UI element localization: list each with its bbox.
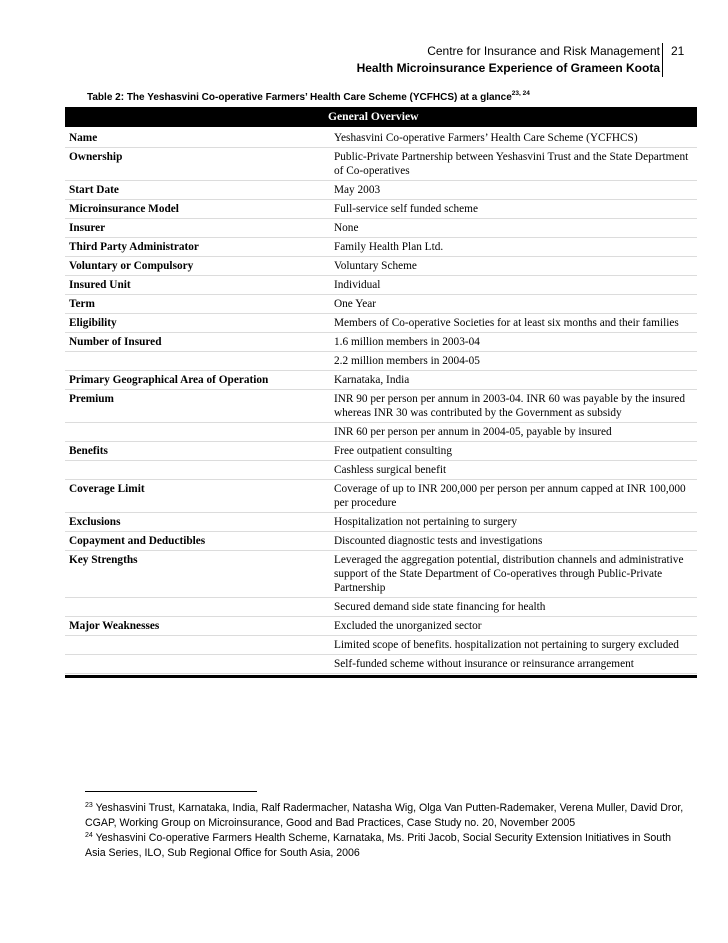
- row-label: Coverage Limit: [69, 483, 145, 495]
- table-row: [65, 219, 697, 238]
- row-label: Number of Insured: [69, 336, 162, 348]
- overview-table: [65, 107, 697, 678]
- table-row: [65, 371, 697, 390]
- section-title: General Overview: [65, 107, 697, 127]
- row-value: Family Health Plan Ltd.: [334, 241, 444, 253]
- table-row: [65, 148, 697, 181]
- row-value: Limited scope of benefits. hospitalization not pertaining to surgery excluded: [334, 639, 679, 651]
- row-label: Premium: [69, 393, 114, 405]
- page-number: 21: [662, 43, 684, 77]
- row-label: [65, 600, 334, 614]
- caption-refs: 23, 24: [511, 90, 530, 97]
- row-label: [65, 638, 334, 652]
- table-bottom-rule: [65, 675, 697, 678]
- table-row: [65, 129, 697, 148]
- table-row: [65, 480, 697, 513]
- row-value: Self-funded scheme without insurance or reinsurance arrangement: [334, 658, 634, 670]
- table-row: [65, 295, 697, 314]
- row-label: Insured Unit: [69, 279, 131, 291]
- footnote-number: 23: [85, 802, 93, 809]
- row-value: Hospitalization not pertaining to surgery: [334, 516, 518, 528]
- row-label: Microinsurance Model: [69, 203, 179, 215]
- row-label: Start Date: [69, 184, 119, 196]
- table-row: [65, 598, 697, 617]
- row-label: Major Weaknesses: [69, 620, 160, 632]
- table-body: [65, 129, 697, 674]
- table-row: [65, 655, 697, 674]
- table-row: [65, 200, 697, 219]
- row-label: Name: [69, 132, 98, 144]
- row-value: INR 60 per person per annum in 2004-05, payable by insured: [334, 426, 612, 438]
- table-row: [65, 276, 697, 295]
- caption-text: Table 2: The Yeshasvini Co-operative Farmers’ Health Care Scheme (YCFHCS) at a glance: [87, 92, 512, 103]
- table-row: [65, 352, 697, 371]
- row-value: 2.2 million members in 2004-05: [334, 355, 480, 367]
- row-label: Key Strengths: [69, 554, 138, 566]
- footnote-text: Yeshasvini Trust, Karnataka, India, Ralf Radermacher, Natasha Wig, Olga Van Putten-Rademaker, Verena Muller, David Dror, CGAP, Working Group on Microinsurance, Good and Bad Practices, Case Study no. 20, November 2005: [85, 802, 684, 829]
- table-row: [65, 423, 697, 442]
- table-row: [65, 257, 697, 276]
- row-label: Term: [69, 298, 95, 310]
- table-row: [65, 314, 697, 333]
- row-label: [65, 463, 334, 477]
- table-row: [65, 617, 697, 636]
- row-value: Excluded the unorganized sector: [334, 620, 482, 632]
- row-value: Individual: [334, 279, 381, 291]
- table-row: [65, 551, 697, 598]
- table-row: [65, 390, 697, 423]
- footnote-separator: [85, 791, 257, 792]
- row-label: Third Party Administrator: [69, 241, 199, 253]
- row-value: Yeshasvini Co-operative Farmers’ Health Care Scheme (YCFHCS): [334, 132, 638, 144]
- header-line-1: Centre for Insurance and Risk Management: [427, 44, 660, 58]
- row-value: Discounted diagnostic tests and investigations: [334, 535, 543, 547]
- table-row: [65, 532, 697, 551]
- row-value: May 2003: [334, 184, 381, 196]
- table-row: [65, 238, 697, 257]
- row-value: 1.6 million members in 2003-04: [334, 336, 480, 348]
- row-value: Full-service self funded scheme: [334, 203, 478, 215]
- table-row: [65, 181, 697, 200]
- row-label: Insurer: [69, 222, 106, 234]
- table-row: [65, 461, 697, 480]
- row-value: None: [334, 222, 359, 234]
- row-label: Primary Geographical Area of Operation: [69, 374, 269, 386]
- table-row: [65, 636, 697, 655]
- row-value: Karnataka, India: [334, 374, 410, 386]
- row-value: Secured demand side state financing for health: [334, 601, 546, 613]
- row-label: Copayment and Deductibles: [69, 535, 206, 547]
- row-value: Cashless surgical benefit: [334, 464, 447, 476]
- table-row: [65, 442, 697, 461]
- footnote-number: 24: [85, 832, 93, 839]
- row-label: [65, 657, 334, 671]
- table-row: [65, 333, 697, 352]
- row-label: Ownership: [69, 151, 123, 163]
- row-value: Free outpatient consulting: [334, 445, 452, 457]
- running-header: [300, 43, 660, 77]
- table-row: [65, 513, 697, 532]
- row-value: Voluntary Scheme: [334, 260, 417, 272]
- row-label: Exclusions: [69, 516, 121, 528]
- row-value: Members of Co-operative Societies for at least six months and their families: [334, 317, 679, 329]
- row-value: Leveraged the aggregation potential, distribution channels and administrative support of the State Department of Co-operatives through Public-Private Partnership: [334, 554, 684, 594]
- table-caption: [87, 90, 530, 103]
- footnote-24: [85, 828, 685, 861]
- row-label: Benefits: [69, 445, 108, 457]
- row-value: Coverage of up to INR 200,000 per person per annum capped at INR 100,000 per procedure: [334, 483, 686, 509]
- row-label: [65, 425, 334, 439]
- row-value: Public-Private Partnership between Yeshasvini Trust and the State Department of Co-operatives: [334, 151, 689, 177]
- row-label: [65, 354, 334, 368]
- row-value: One Year: [334, 298, 377, 310]
- row-label: Voluntary or Compulsory: [69, 260, 194, 272]
- row-value: INR 90 per person per annum in 2003-04. INR 60 was payable by the insured whereas INR 30 was contributed by the Government as subsidy: [334, 393, 686, 419]
- footnote-text: Yeshasvini Co-operative Farmers Health Scheme, Karnataka, Ms. Priti Jacob, Social Security Extension Initiatives in South Asia Series, ILO, Sub Regional Office for South Asia, 2006: [85, 832, 672, 859]
- footnote-23: [85, 798, 685, 831]
- row-label: Eligibility: [69, 317, 117, 329]
- header-line-2: Health Microinsurance Experience of Grameen Koota: [356, 61, 660, 75]
